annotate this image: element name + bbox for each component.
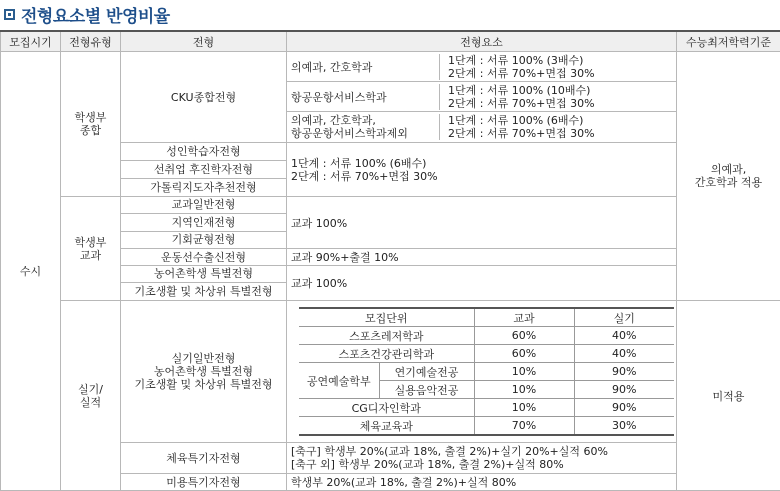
- cku-row: [287, 82, 677, 112]
- table-row: [1, 301, 780, 443]
- type-line: 학생부: [65, 236, 116, 249]
- admission-name: 실기일반전형: [125, 352, 282, 365]
- group2-elements: [287, 143, 677, 197]
- subject-cell: 10%: [474, 381, 574, 399]
- stage1-text: 1단계 : 서류 100% (10배수): [448, 84, 595, 97]
- type-line: 실적: [65, 396, 116, 409]
- cku-row: [287, 112, 677, 143]
- unit-cell: 실용음악전공: [379, 381, 474, 399]
- skill-cell: 90%: [574, 399, 674, 417]
- admission-name: 성인학습자전형: [121, 143, 286, 161]
- cku-dept: 의예과, 간호학과: [291, 59, 439, 75]
- admission-name: 체육특기자전형: [121, 443, 287, 474]
- subject-cell: 10%: [474, 399, 574, 417]
- inner-row: [299, 345, 674, 363]
- cku-name: CKU종합전형: [121, 52, 287, 143]
- admission-name: 기회균형전형: [121, 232, 286, 248]
- admission-name: 지역인재전형: [121, 214, 286, 232]
- inner-row: [299, 327, 674, 345]
- practical-elements: [287, 301, 677, 443]
- type-practical: [61, 301, 121, 491]
- header-type: 전형유형: [61, 31, 121, 52]
- header-row: [1, 31, 780, 52]
- subject-value-c: 교과 100%: [287, 266, 677, 301]
- admission-name: 선취업 후진학자전형: [121, 161, 286, 179]
- cku-dept: 항공운항서비스학과: [291, 89, 439, 105]
- admission-name: 미용특기자전형: [121, 474, 287, 491]
- stage1-text: 1단계 : 서류 100% (3배수): [448, 54, 595, 67]
- group2-names: [121, 143, 287, 197]
- inner-row: [299, 417, 674, 436]
- admission-name: 농어촌학생 특별전형: [121, 266, 286, 283]
- subject-cell: 60%: [474, 345, 574, 363]
- skill-cell: 40%: [574, 327, 674, 345]
- unit-cell: CG디자인학과: [299, 399, 474, 417]
- cku-row: [287, 52, 677, 82]
- table-row: [1, 197, 780, 249]
- subject-cell: 10%: [474, 363, 574, 381]
- admission-name: 농어촌학생 특별전형: [125, 365, 282, 378]
- type-subject: [61, 197, 121, 301]
- admission-name: 교과일반전형: [121, 197, 286, 214]
- minimum-other: 미적용: [677, 301, 780, 491]
- skill-cell: 40%: [574, 345, 674, 363]
- stage2-text: 2단계 : 서류 70%+면접 30%: [448, 127, 595, 140]
- table-row: [1, 52, 780, 82]
- group-cell: 공연예술학부: [299, 363, 379, 399]
- practical-names: [121, 301, 287, 443]
- admission-name: 운동선수출신전형: [121, 249, 287, 266]
- header-elements: 전형요소: [287, 31, 677, 52]
- inner-header-subject: 교과: [474, 308, 574, 327]
- inner-row: [299, 399, 674, 417]
- admission-name: 기초생활 및 차상위 특별전형: [125, 378, 282, 391]
- stage2-text: 2단계 : 서류 70%+면접 30%: [448, 97, 595, 110]
- header-minimum: 수능최저학력기준: [677, 31, 780, 52]
- sports-line: [축구 외] 학생부 20%(교과 18%, 출결 2%)+실적 80%: [291, 458, 672, 471]
- title-text: 전형요소별 반영비율: [21, 2, 170, 27]
- square-bullet-icon: [4, 9, 15, 20]
- unit-cell: 체육교육과: [299, 417, 474, 436]
- type-line: 종합: [65, 124, 116, 137]
- type-line: 학생부: [65, 111, 116, 124]
- inner-header-unit: 모집단위: [299, 308, 474, 327]
- minimum-line: 간호학과 적용: [681, 176, 776, 189]
- stage2-text: 2단계 : 서류 70%+면접 30%: [291, 170, 672, 183]
- type-line: 실기/: [65, 383, 116, 396]
- unit-cell: 스포츠레저학과: [299, 327, 474, 345]
- skill-cell: 90%: [574, 363, 674, 381]
- stage1-text: 1단계 : 서류 100% (6배수): [291, 157, 672, 170]
- admission-name: 기초생활 및 차상위 특별전형: [121, 283, 286, 300]
- inner-header-skill: 실기: [574, 308, 674, 327]
- admission-name: 가톨릭지도자추천전형: [121, 179, 286, 196]
- sports-line: [축구] 학생부 20%(교과 18%, 출결 2%)+실기 20%+실적 60%: [291, 445, 672, 458]
- minimum-comprehensive: [677, 52, 780, 301]
- beauty-elements: 학생부 20%(교과 18%, 출결 2%)+실적 80%: [287, 474, 677, 491]
- cku-dept: 의예과, 간호학과,: [291, 114, 439, 127]
- subject-value-a: 교과 100%: [287, 197, 677, 249]
- type-line: 교과: [65, 249, 116, 262]
- subject-cell: 70%: [474, 417, 574, 436]
- sports-elements: [287, 443, 677, 474]
- inner-header-row: [299, 308, 674, 327]
- header-admission: 전형: [121, 31, 287, 52]
- section-title: [4, 0, 170, 28]
- ratio-table: [0, 30, 780, 491]
- unit-cell: 연기예술전공: [379, 363, 474, 381]
- type-comprehensive: [61, 52, 121, 197]
- unit-cell: 스포츠건강관리학과: [299, 345, 474, 363]
- practical-ratio-table: [299, 307, 674, 436]
- subject-names-c: [121, 266, 287, 301]
- skill-cell: 30%: [574, 417, 674, 436]
- stage1-text: 1단계 : 서류 100% (6배수): [448, 114, 595, 127]
- subject-value-b: 교과 90%+출결 10%: [287, 249, 677, 266]
- inner-row: [299, 363, 674, 381]
- subject-cell: 60%: [474, 327, 574, 345]
- period-cell: 수시: [1, 52, 61, 491]
- cku-dept: 항공운항서비스학과제외: [291, 127, 439, 140]
- skill-cell: 90%: [574, 381, 674, 399]
- header-period: 모집시기: [1, 31, 61, 52]
- stage2-text: 2단계 : 서류 70%+면접 30%: [448, 67, 595, 80]
- minimum-line: 의예과,: [681, 163, 776, 176]
- subject-names-a: [121, 197, 287, 249]
